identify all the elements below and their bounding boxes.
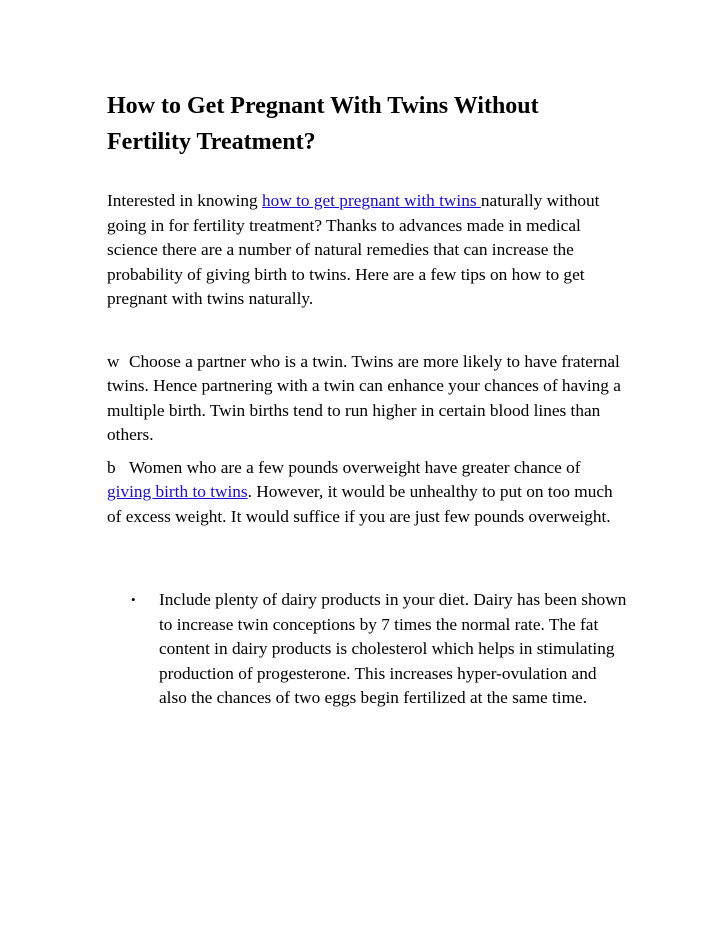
tip-weight-text-before-link: Women who are a few pounds overweight have greater chance of bbox=[129, 457, 581, 477]
twins-howto-link[interactable]: how to get pregnant with twins bbox=[262, 191, 481, 210]
document-page bbox=[107, 88, 627, 711]
tip-partner-paragraph bbox=[107, 350, 627, 448]
tip-weight-text-after-link: . However, it would be unhealthy to put on too much of excess weight. It would suffice if you are just few pounds overweight. bbox=[107, 482, 613, 526]
tips-bullet-list bbox=[107, 588, 627, 711]
list-item-text: Include plenty of dairy products in your diet. Dairy has been shown to increase twin conceptions by 7 times the normal rate. The fat content in dairy products is cholesterol which helps in stimulating production of progesterone. This increases hyper-ovulation and also the chances of two eggs begin fertilized at the same time. bbox=[159, 590, 627, 707]
tip-weight-paragraph bbox=[107, 456, 627, 530]
article-title: How to Get Pregnant With Twins Without Fertility Treatment? bbox=[107, 93, 539, 155]
giving-birth-to-twins-link[interactable]: giving birth to twins bbox=[107, 482, 248, 501]
intro-text-before-link: Interested in knowing bbox=[107, 191, 263, 210]
tip-partner-text: Choose a partner who is a twin. Twins are more likely to have fraternal twins. Hence partnering with a twin can enhance your chances of having a multiple birth. Twin births tend to run higher in certain blood lines than others. bbox=[107, 351, 621, 444]
intro-paragraph bbox=[107, 189, 627, 312]
list-item bbox=[131, 588, 627, 711]
tip-partner-marker: w bbox=[107, 351, 120, 371]
tip-weight-marker: b bbox=[107, 457, 116, 477]
intro-text-after-link: naturally without going in for fertility treatment? Thanks to advances made in medical science there are a number of natural remedies that can increase the probability of giving birth to twins. Here are a few tips on how to get pregnant with twins naturally. bbox=[107, 191, 600, 308]
bullet-icon: • bbox=[131, 592, 136, 607]
